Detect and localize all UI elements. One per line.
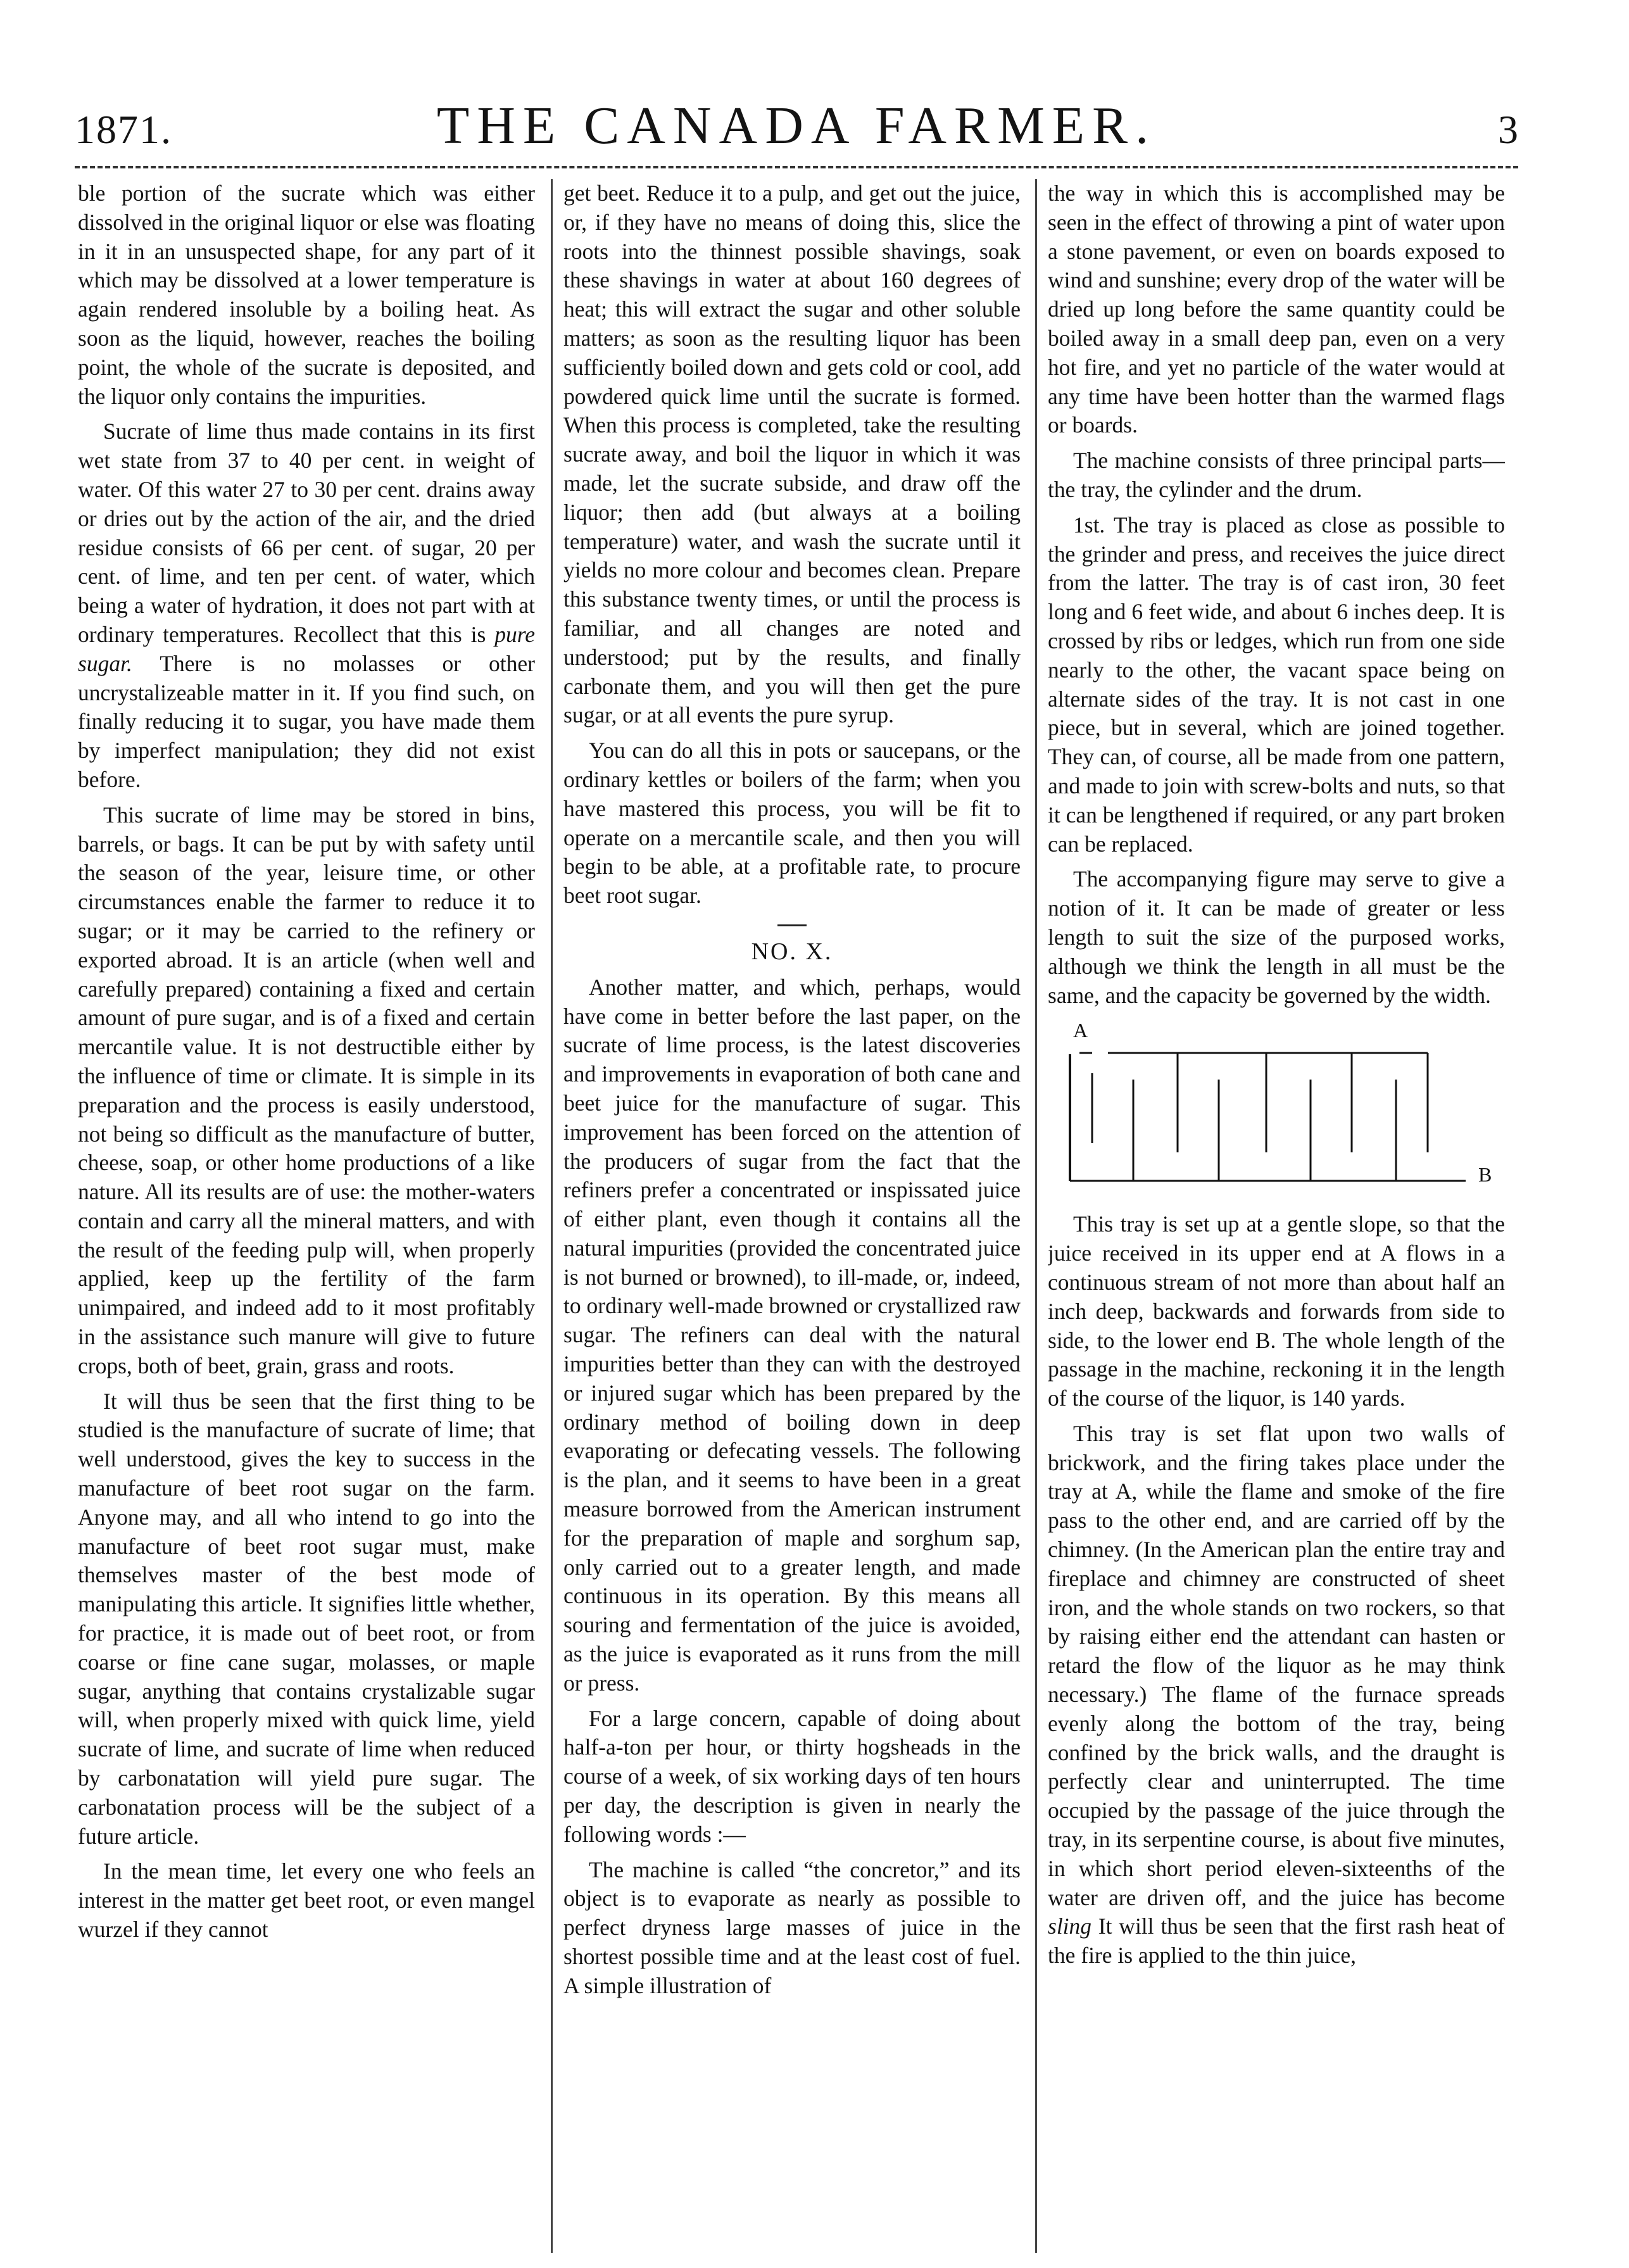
emphasis: pure sugar. [78,621,535,676]
paragraph: In the mean time, let every one who feels an interest in the matter get beet root, or even mangel wurzel if they cannot [78,1858,535,1943]
paragraph: You can do all this in pots or saucepans, or the ordinary kettles or boilers of the farm; when you have mastered this process, you will be fit to operate on a mercantile scale, and then you will begin to be able, at a profitable rate, to procure beet root sugar. [563,738,1021,909]
section-divider [777,924,807,926]
text-run: This tray is set flat upon two walls of brickwork, and the firing takes place under the tray at A, while the flame and smoke of the fire pass to the other end, and are carried off by the chimney. (In the American plan the entire tray and fireplace and chimney are constructed of sheet iron, and the whole stands on two rockers, so that by raising either end the attendant can hasten or retard the flow of the liquor as he may think necessary.) The flame of the furnace spreads evenly along the bottom of the tray, being confined by the brick walls, and the draught is perfectly clear and uninterrupted. The time occupied by the passage of the juice through the tray, in its serpentine course, is about five minutes, in which short period eleven-sixteenths of the water are driven off, and the juice has become [1048,1420,1505,1910]
text-run: It will thus be seen that the first rash heat of the fire is applied to the thin juice, [1048,1913,1505,1969]
tray-drawing [1048,1016,1505,1206]
page-header [75,95,1518,165]
text-run: There is no molasses or other uncrystalizeable matter in it. If you find such, on finally reducing it to sugar, you have made them by imperfect manipulation; they did not exist before. [78,650,535,792]
column-3 [1048,179,1505,2253]
figure-label-a: A [1073,1019,1088,1042]
paragraph: ble portion of the sucrate which was either dissolved in the original liquor or else was floating in it in an unsuspected shape, for any part of it which may be dissolved at a lower temperature is again rendered insoluble by a boiling heat. As soon as the liquid, however, reaches the boiling point, the whole of the sucrate is deposited, and the liquor only contains the impurities. [78,180,535,409]
paragraph [78,417,535,794]
paragraph: the way in which this is accomplished may be seen in the effect of throwing a pint of water upon a stone pavement, or even on boards exposed to wind and sunshine; every drop of the water will be dried up long before the same quantity could be boiled away in a small deep pan, even on a very hot fire, and yet no particle of the water would at any time have been hotter than the warmed flags or boards. [1048,180,1505,438]
paragraph: For a large concern, capable of doing about half-a-ton per hour, or thirty hogsheads in the course of a week, of six working days of ten hours per day, the description is given in nearly the following words :— [563,1705,1021,1847]
column-1 [78,179,535,2253]
header-year: 1871. [75,107,172,152]
paragraph: The accompanying figure may serve to give a notion of it. It can be made of greater or less length to suit the size of the purposed works, although we think the length in all must be the same, and the capacity be governed by the width. [1048,866,1505,1008]
paragraph: This tray is set up at a gentle slope, so that the juice received in its upper end at A flows in a continuous stream of not more than about half an inch deep, backwards and forwards from side to side, to the lower end B. The whole length of the passage in the machine, reckoning it in the length of the course of the liquor, is 140 yards. [1048,1211,1505,1411]
paragraph: get beet. Reduce it to a pulp, and get out the juice, or, if they have no means of doing this, slice the roots into the thinnest possible shavings, soak these shavings in water at about 160 degrees of heat; this will extract the sugar and other soluble matters; as soon as the resulting liquor has been sufficiently boiled down and gets cold or cool, add powdered quick lime until the sucrate is formed. When this process is completed, take the resulting sucrate away, and boil the liquor in which it was made, let the sucrate subside, and draw off the liquor; then add (but always at a boiling temperature) water, and wash the sucrate until it yields no more colour and becomes clean. Prepare this substance twenty times, or until the process is familiar, and all changes are noted and understood; put by the results, and finally carbonate them, and you will then get the pure sugar, or at all events the pure syrup. [563,180,1021,728]
paragraph [1048,1420,1505,1970]
figure-label-b: B [1478,1163,1492,1187]
paragraph: The machine consists of three principal parts—the tray, the cylinder and the drum. [1048,448,1505,502]
paragraph: This sucrate of lime may be stored in bins, barrels, or bags. It can be put by with safety until the season of the year, leisure time, or other circumstances enable the farmer to reduce it to sugar; or it may be carried to the refinery or exported abroad. It is an article (when well and carefully prepared) containing a fixed and certain amount of pure sugar, and is of a fixed and certain mercantile value. It is not destructible either by the influence of time or climate. It is simple in its preparation and the process is easily understood, not being so difficult as the manufacture of butter, cheese, soap, or other home productions of a like nature. All its results are of use: the mother-waters contain and carry all the mineral matters, and with the result of the feeding pulp will, when properly applied, keep up the fertility of the farm unimpaired, and indeed add to it most profitably in the assistance such manure will give to future crops, both of beet, grain, grass and roots. [78,802,535,1378]
paragraph: The machine is called “the concretor,” and its object is to evaporate as nearly as possible to perfect dryness large masses of juice in the shortest possible time and at the least cost of fuel. A simple illustration of [563,1856,1021,1998]
newspaper-title: THE CANADA FARMER. [436,96,1157,155]
paragraph: It will thus be seen that the first thing to be studied is the manufacture of sucrate of lime; that well understood, gives the key to success in the manufacture of beet root sugar on the farm. Anyone may, and all who intend to go into the manufacture of beet root sugar must, make themselves master of the best mode of manipulating this article. It signifies little whether, for practice, it is made out of beet root, or from coarse or fine cane sugar, molasses, or maple sugar, anything that contains crystalizable sugar will, when properly mixed with quick lime, yield sucrate of lime, and sucrate of lime when reduced by carbonatation will yield pure sugar. The carbonatation process will be the subject of a future article. [78,1388,535,1849]
column-separator-1 [551,179,553,2253]
text-run: Sucrate of lime thus made contains in its first wet state from 37 to 40 per cent. in weight of water. Of this water 27 to 30 per cent. drains away or dries out by the action of the air, and the dried residue consists of 66 per cent. of sugar, 20 per cent. of lime, and ten per cent. of water, which being a water of hydration, it does not part with at ordinary temperatures. Recollect that this is [78,419,535,647]
page-number: 3 [1498,107,1518,152]
column-separator-2 [1035,179,1037,2253]
header-rule [75,166,1518,168]
emphasis: sling [1048,1913,1092,1939]
section-heading: NO. X. [751,938,833,965]
tray-diagram [1048,1016,1505,1206]
paragraph: Another matter, and which, perhaps, would have come in better before the last paper, on the sucrate of lime process, is the latest discoveries and improvements in evaporation of both cane and beet juice for the manufacture of sugar. This improvement has been forced on the attention of the producers of sugar from the fact that the refiners prefer a concentrated or inspissated juice of either plant, even though it contains all the natural impurities (provided the concentrated juice is not burned or browned), to ill-made, or, indeed, to ordinary well-made browned or crystallized raw sugar. The refiners can deal with the natural impurities better than they can with the destroyed or injured sugar which has been prepared by the ordinary method of boiling down in deep evaporating or defecating vessels. The following is the plan, and it seems to have been in a great measure borrowed from the American instrument for the preparation of maple and sorghum sap, only carried out to a greater length, and made continuous in its operation. By this means all souring and fermentation of the juice is avoided, as the juice is evaporated as it runs from the mill or press. [563,974,1021,1696]
column-2 [563,179,1021,2253]
paragraph: 1st. The tray is placed as close as possible to the grinder and press, and receives the juice direct from the latter. The tray is of cast iron, 30 feet long and 6 feet wide, and about 6 inches deep. It is crossed by ribs or ledges, which run from one side nearly to the other, the vacant space being on alternate sides of the tray. It is not cast in one piece, but in several, which are joined together. They can, of course, all be made from one pattern, and made to join with screw-bolts and nuts, so that it can be lengthened if required, or any part broken can be replaced. [1048,512,1505,857]
